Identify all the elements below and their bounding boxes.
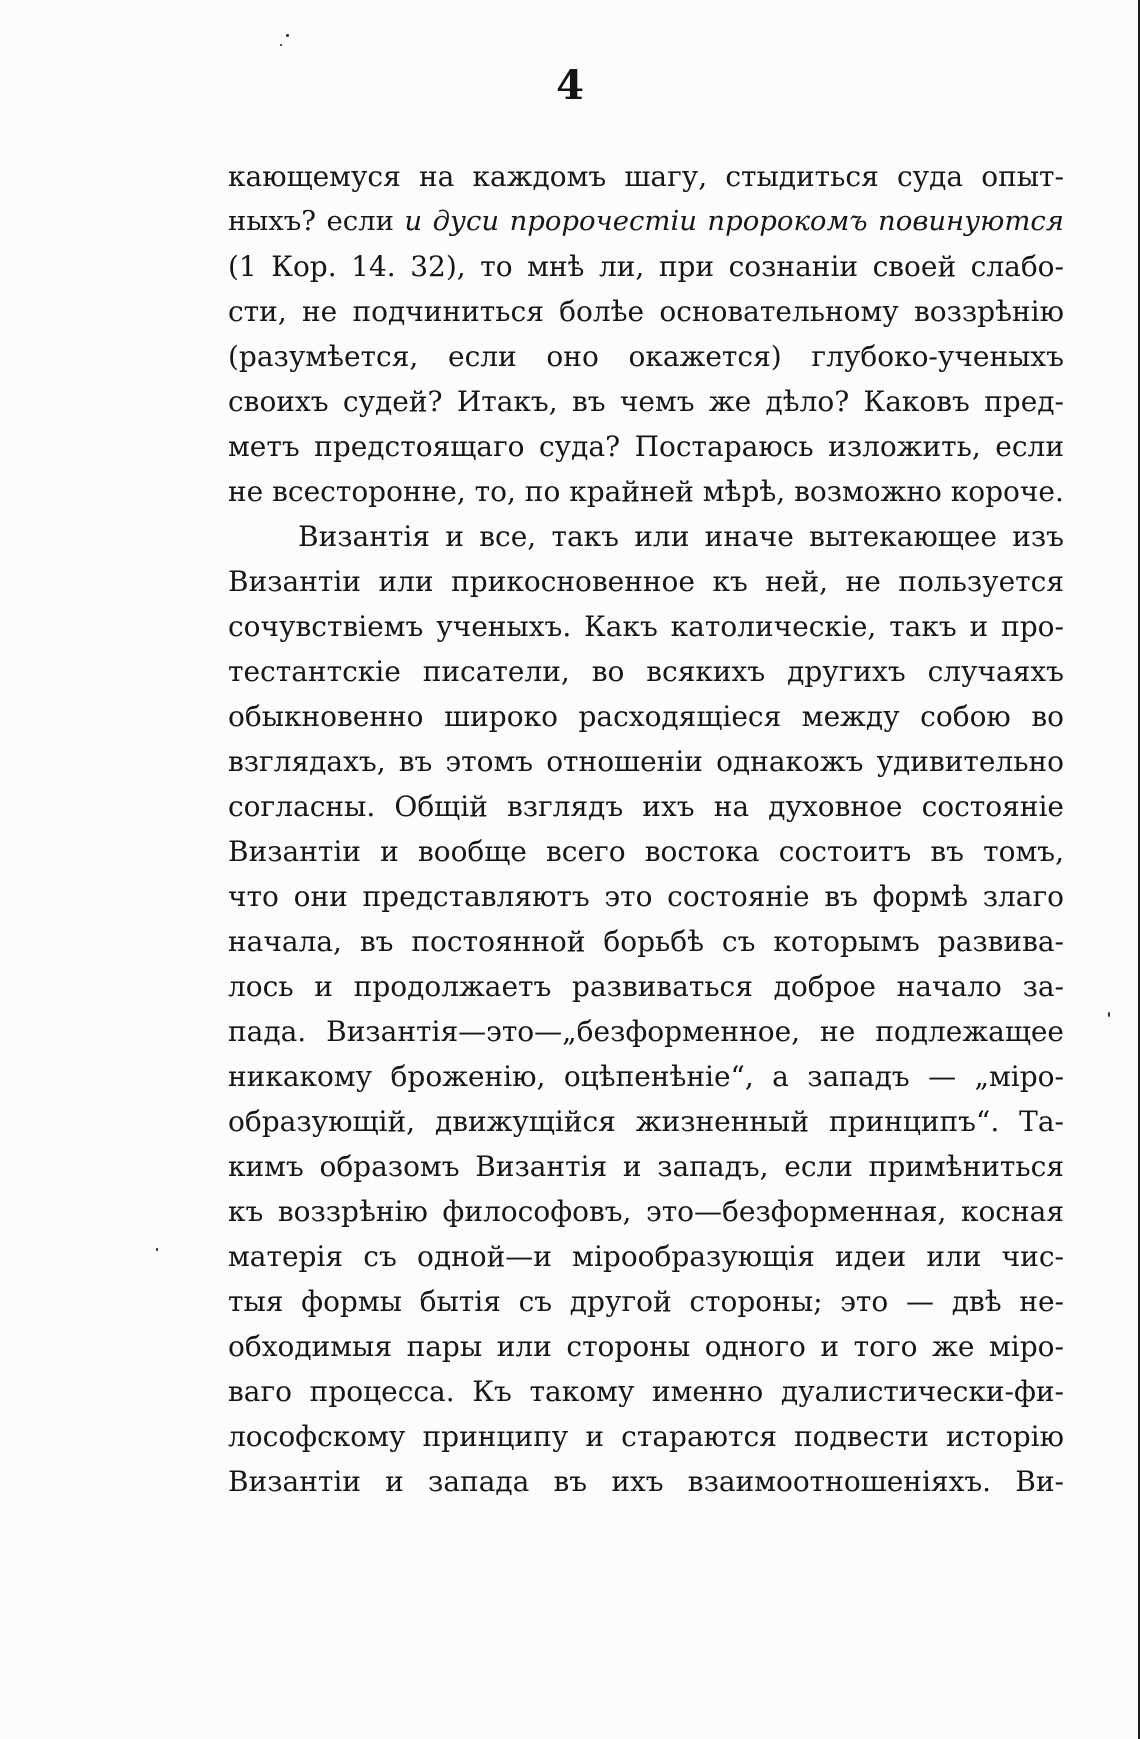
text-segment: метъ предстоящаго суда? Постараюсь изложить, если <box>228 430 1064 463</box>
text-segment: тестантскіе писатели, во всякихъ другихъ случаяхъ <box>228 655 1064 688</box>
text-line <box>228 784 1064 829</box>
text-segment: лось и продолжаетъ развиваться доброе начало за- <box>228 970 1064 1003</box>
italic-quote: и дуси пророчестіи пророкомъ повинуются <box>404 205 1064 237</box>
text-segment: Византіи и запада въ ихъ взаимоотношеніяхъ. Ви- <box>228 1465 1064 1498</box>
text-segment: тыя формы бытія съ другой стороны; это — двѣ не- <box>228 1285 1064 1318</box>
text-line <box>228 874 1064 919</box>
text-line <box>228 1459 1064 1504</box>
scan-speck <box>286 34 289 37</box>
text-line <box>228 424 1064 469</box>
text-segment: образующій, движущійся жизненный принципъ“. Та- <box>228 1105 1064 1138</box>
text-segment: лософскому принципу и стараются подвести исторію <box>228 1420 1064 1453</box>
scan-speck <box>280 44 282 46</box>
text-segment: своихъ судей? Итакъ, въ чемъ же дѣло? Каковъ пред- <box>228 385 1064 418</box>
text-line <box>228 244 1064 289</box>
text-line <box>228 1009 1064 1054</box>
text-segment: никакому броженію, оцѣпенѣніе“, а западъ — „міро- <box>228 1060 1064 1093</box>
scan-speck <box>1108 1012 1110 1017</box>
text-line <box>228 379 1064 424</box>
text-segment: ныхъ? если <box>228 205 405 237</box>
text-line <box>228 1144 1064 1189</box>
text-line <box>228 694 1064 739</box>
text-line <box>228 1414 1064 1459</box>
text-line <box>228 1189 1064 1234</box>
text-segment: обыкновенно широко расходящіеся между собою во <box>228 700 1064 733</box>
text-segment: ваго процесса. Къ такому именно дуалистически-фи- <box>228 1375 1064 1408</box>
body-text <box>228 154 1064 1504</box>
text-segment: Византіи или прикосновенное къ ней, не пользуется <box>228 565 1064 598</box>
text-segment: согласны. Общій взглядъ ихъ на духовное состояніе <box>228 790 1064 823</box>
text-line <box>228 1369 1064 1414</box>
text-segment: сочувствіемъ ученыхъ. Какъ католическіе, такъ и про- <box>228 610 1064 643</box>
text-line <box>228 154 1064 199</box>
text-line <box>228 649 1064 694</box>
text-segment: не всесторонне, то, по крайней мѣрѣ, возможно короче. <box>228 475 1064 508</box>
text-segment: кающемуся на каждомъ шагу, стыдиться суда опыт- <box>228 160 1064 193</box>
text-line <box>228 1234 1064 1279</box>
scan-speck <box>156 1248 158 1251</box>
text-segment: Византіи и вообще всего востока состоитъ въ томъ, <box>228 835 1064 868</box>
text-segment: кимъ образомъ Византія и западъ, если примѣниться <box>228 1150 1064 1183</box>
text-segment: матерія съ одной—и мірообразующія идеи или чис- <box>228 1240 1064 1273</box>
text-segment: къ воззрѣнію философовъ, это—безформенная, косная <box>228 1195 1064 1228</box>
text-line <box>228 739 1064 784</box>
text-segment: взглядахъ, въ этомъ отношеніи однакожъ удивительно <box>228 745 1064 778</box>
text-line <box>228 1279 1064 1324</box>
text-line <box>228 829 1064 874</box>
page-number: 4 <box>556 62 584 109</box>
text-line <box>228 199 1064 244</box>
text-line <box>228 1054 1064 1099</box>
text-line <box>228 604 1064 649</box>
text-line <box>228 1324 1064 1369</box>
text-segment: пада. Византія—это—„безформенное, не подлежащее <box>228 1015 1064 1048</box>
text-line <box>228 559 1064 604</box>
text-line <box>228 1099 1064 1144</box>
text-segment: (1 Кор. 14. 32), то мнѣ ли, при сознаніи своей слабо- <box>228 250 1064 283</box>
text-line <box>228 334 1064 379</box>
text-segment: что они представляютъ это состояніе въ формѣ злаго <box>228 880 1064 913</box>
text-segment: обходимыя пары или стороны одного и того же міро- <box>228 1330 1064 1363</box>
text-segment: сти, не подчиниться болѣе основательному воззрѣнію <box>228 295 1064 328</box>
text-line <box>228 964 1064 1009</box>
text-line <box>228 469 1064 514</box>
text-line <box>228 289 1064 334</box>
text-line <box>228 919 1064 964</box>
text-segment: начала, въ постоянной борьбѣ съ которымъ развива- <box>228 925 1064 958</box>
text-line <box>228 514 1064 559</box>
text-segment: (разумѣется, если оно окажется) глубоко-ученыхъ <box>228 340 1064 373</box>
text-segment: Византія и все, такъ или иначе вытекающее изъ <box>298 520 1064 553</box>
